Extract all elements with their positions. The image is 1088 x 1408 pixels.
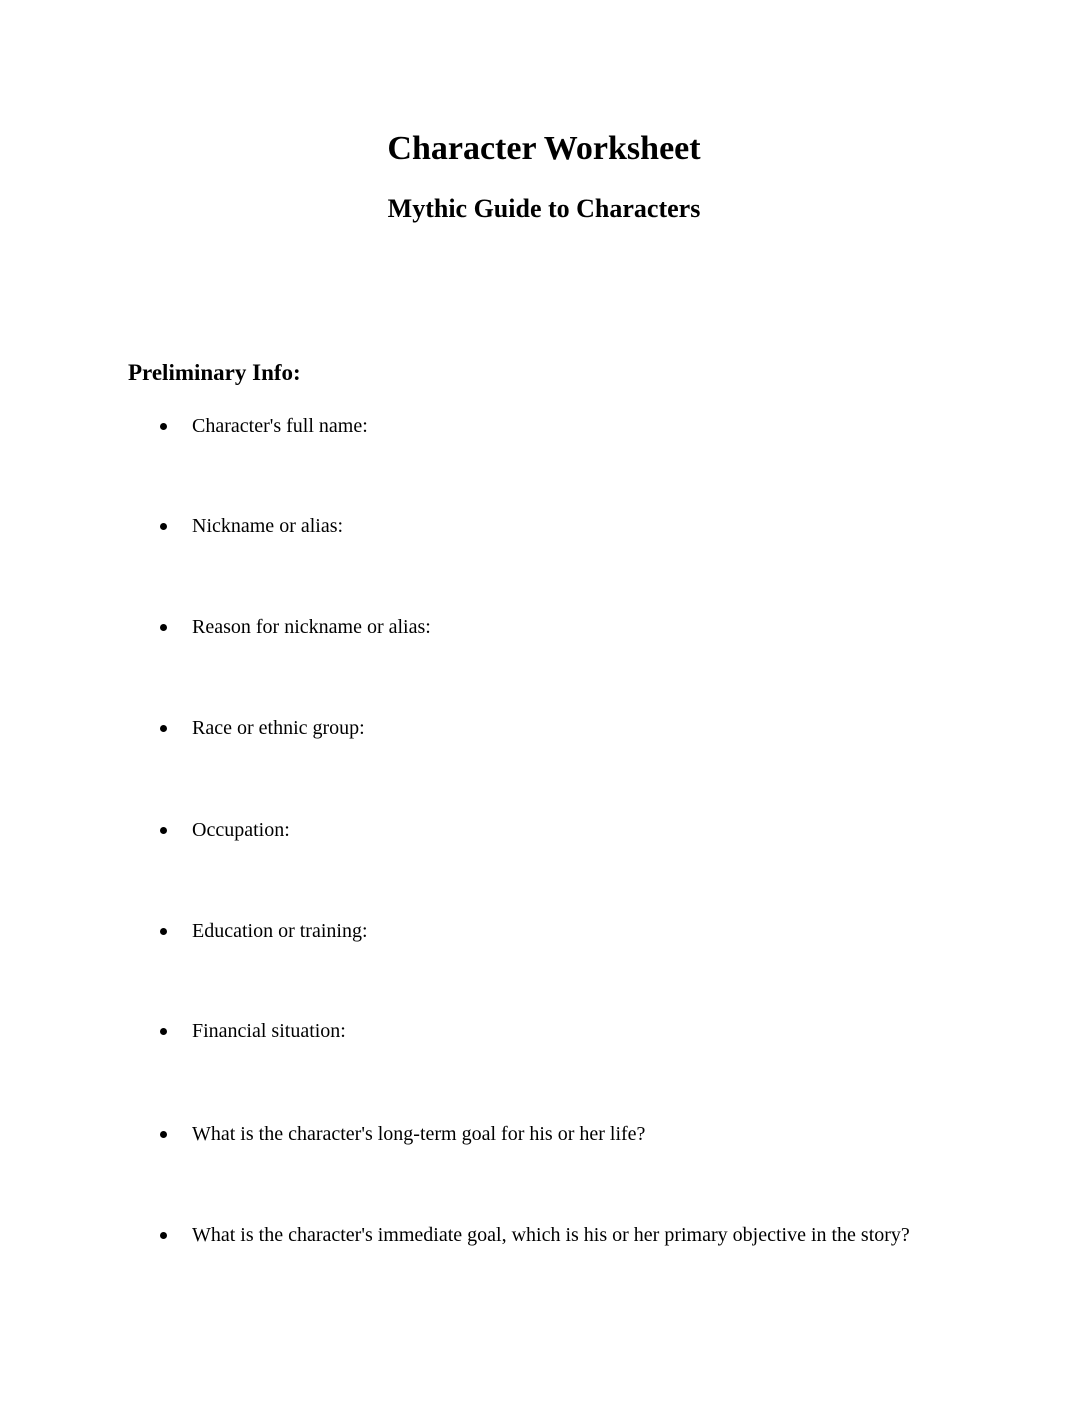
list-item bbox=[158, 411, 368, 441]
list-item bbox=[158, 511, 343, 541]
list-item-label: What is the character's long-term goal for his or her life? bbox=[192, 1123, 646, 1145]
list-item bbox=[158, 1016, 346, 1046]
bullet-icon bbox=[160, 1131, 167, 1138]
list-item bbox=[158, 916, 368, 946]
page-subtitle: Mythic Guide to Characters bbox=[387, 194, 701, 223]
list-item bbox=[158, 815, 290, 845]
page-title: Character Worksheet bbox=[387, 130, 701, 167]
bullet-icon bbox=[160, 1028, 167, 1035]
list-item-label: Occupation: bbox=[192, 819, 290, 841]
list-item-label: Education or training: bbox=[192, 920, 368, 942]
bullet-icon bbox=[160, 624, 167, 631]
list-item bbox=[158, 1119, 645, 1149]
bullet-icon bbox=[160, 928, 167, 935]
list-item bbox=[158, 713, 365, 743]
list-item-label: Reason for nickname or alias: bbox=[192, 616, 431, 638]
bullet-icon bbox=[160, 523, 167, 530]
list-item bbox=[158, 612, 431, 642]
bullet-icon bbox=[160, 1232, 167, 1239]
bullet-icon bbox=[160, 827, 167, 834]
list-item bbox=[158, 1220, 910, 1250]
list-item-label: What is the character's immediate goal, which is his or her primary objective in the story? bbox=[192, 1224, 910, 1246]
bullet-icon bbox=[160, 725, 167, 732]
section-heading-preliminary-info: Preliminary Info: bbox=[128, 360, 301, 385]
list-item-label: Nickname or alias: bbox=[192, 515, 344, 537]
bullet-icon bbox=[160, 423, 167, 430]
list-item-label: Financial situation: bbox=[192, 1020, 346, 1042]
list-item-label: Character's full name: bbox=[192, 415, 368, 437]
list-item-label: Race or ethnic group: bbox=[192, 717, 365, 739]
